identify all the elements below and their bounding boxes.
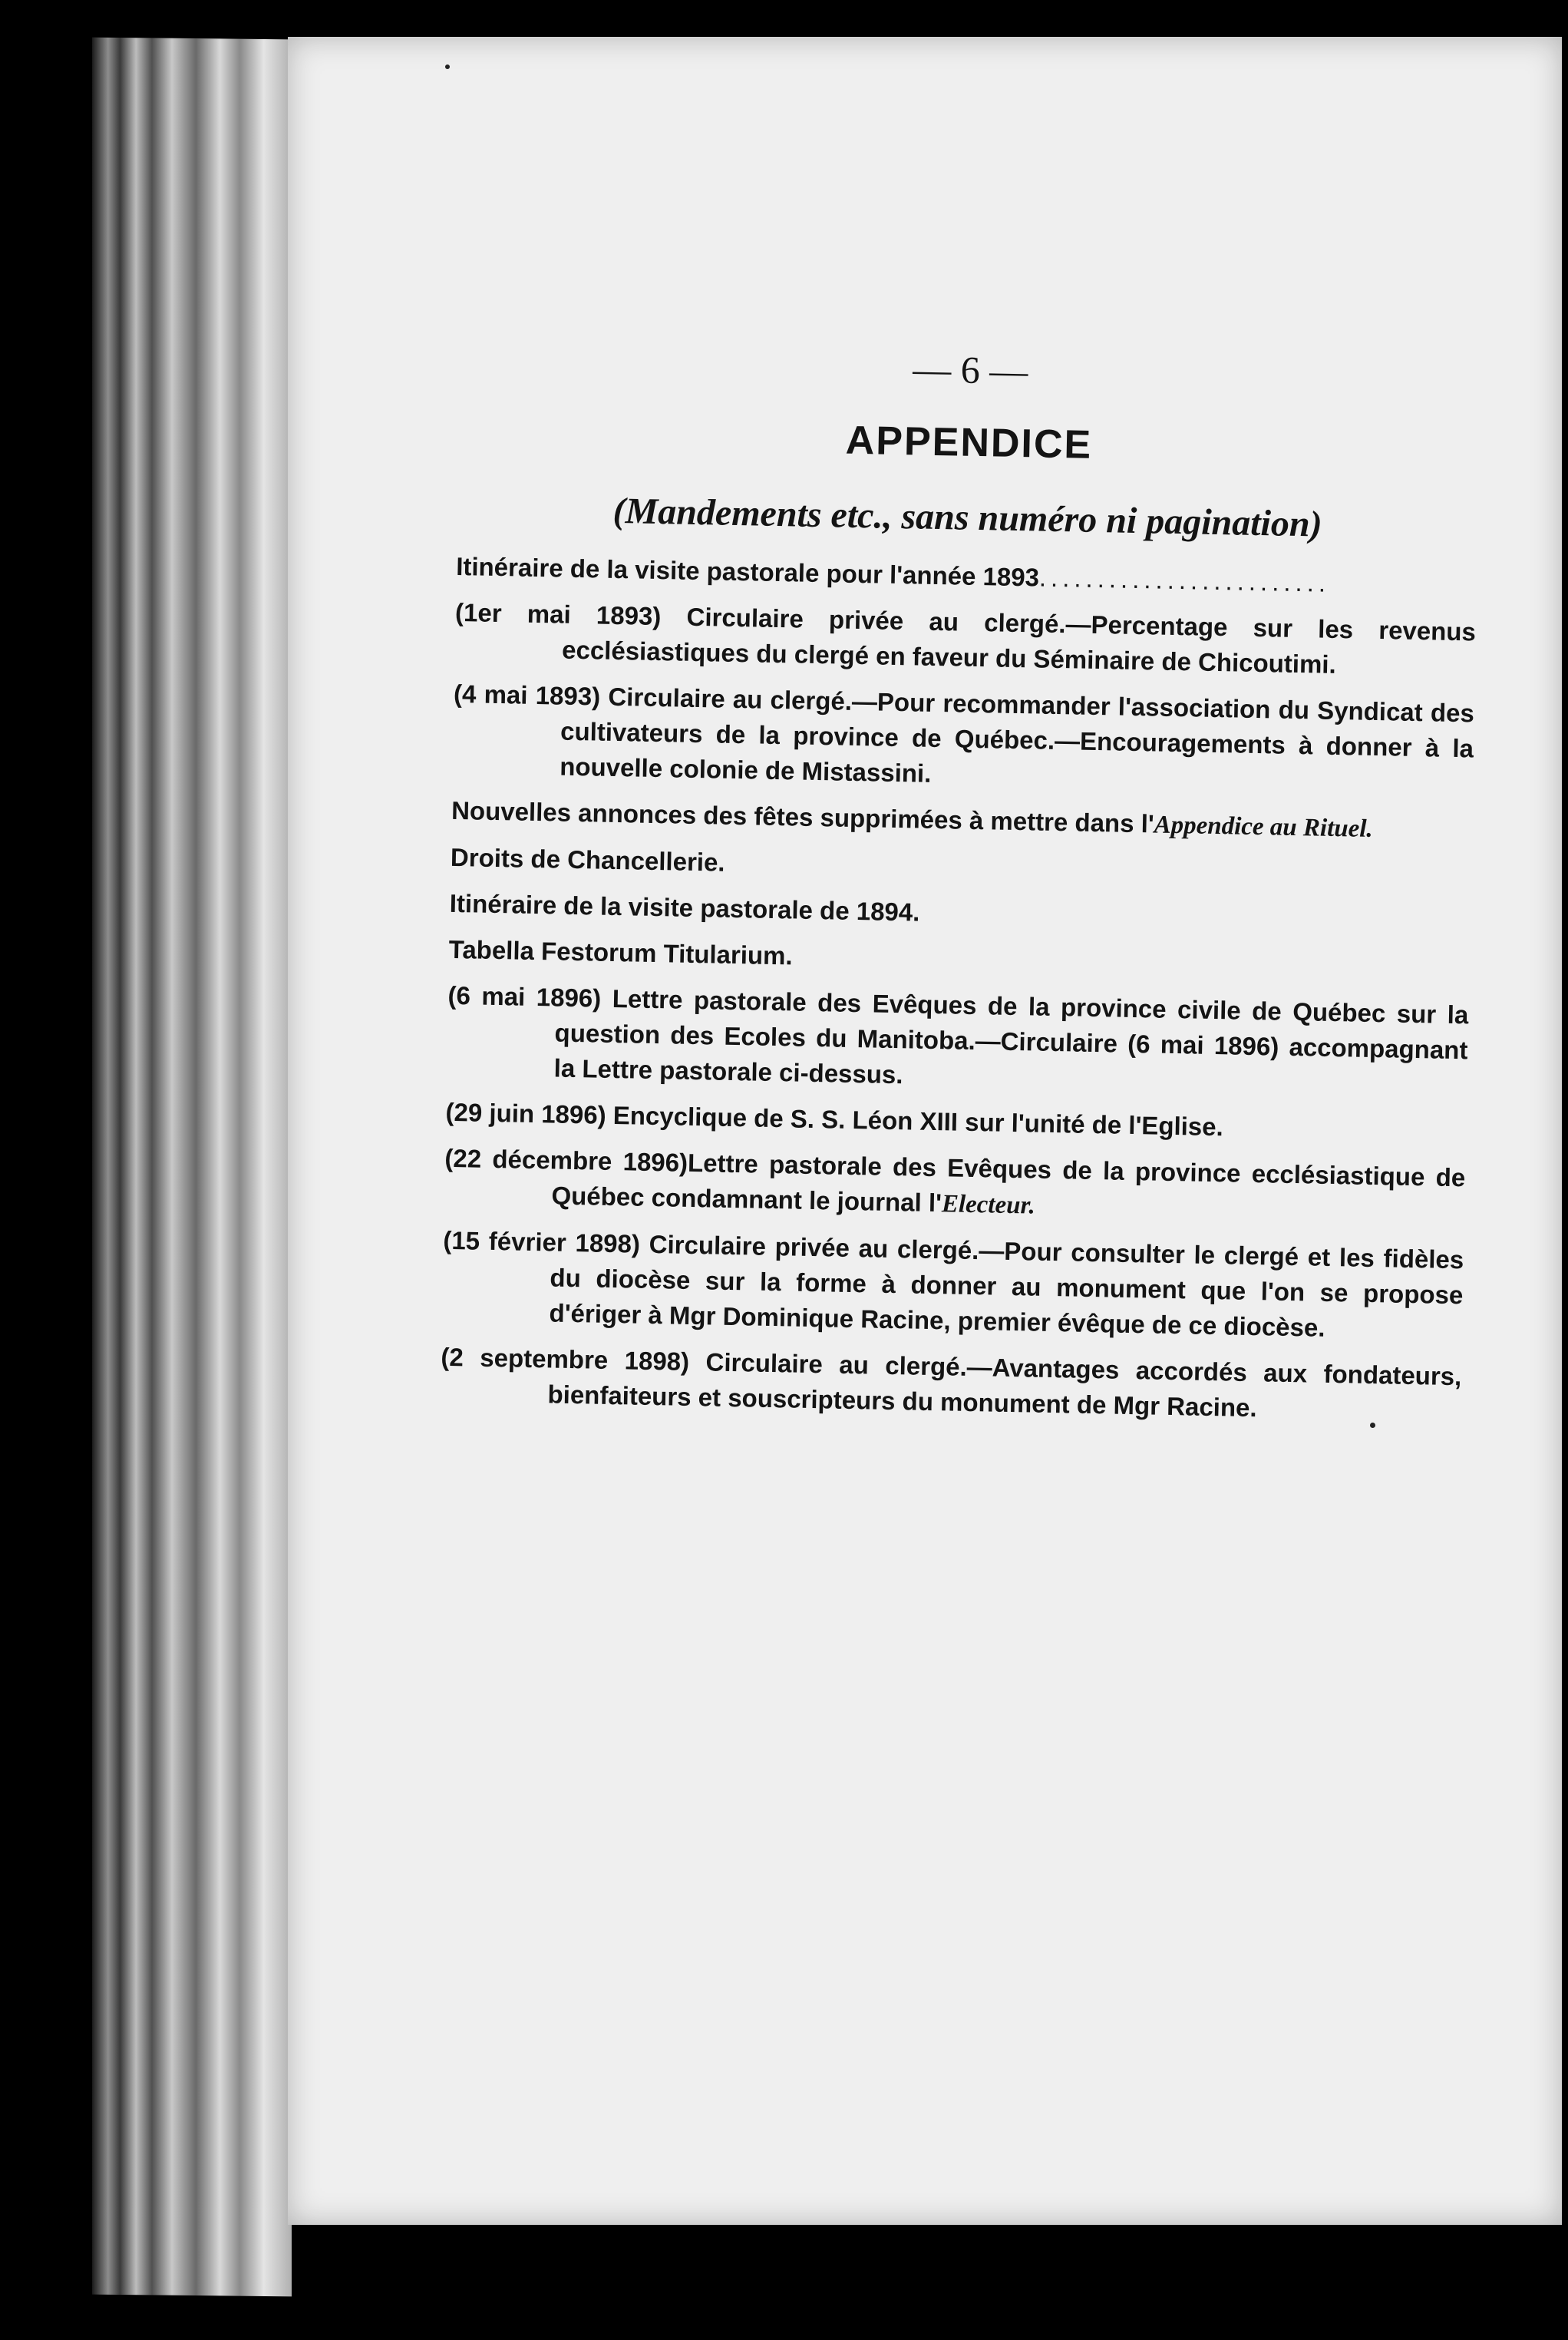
appendix-entry [445, 1095, 1467, 1150]
appendix-entry [440, 1340, 1462, 1430]
entry-text: (22 décembre 1896)Lettre pastorale des Evêques de la province ecclésiastique de Québec condamnant le journal l' [444, 1143, 1466, 1218]
entry-text: (1er mai 1893) Circulaire privée au clergé.—Percentage sur les revenus ecclésiastiques du clergé en faveur du Séminaire de Chicoutimi. [454, 597, 1477, 679]
entry-text: Tabella Festorum Titularium. [448, 934, 794, 970]
entry-italic: Appendice au Rituel. [1154, 811, 1374, 843]
appendix-entry [451, 840, 1472, 895]
dot-leader: ......................... [1038, 563, 1331, 597]
book-page-edges [92, 38, 292, 2297]
scan-speck [445, 64, 450, 69]
page-subtitle: (Mandements etc., sans numéro ni pagination) [612, 490, 1323, 545]
entry-text: Itinéraire de la visite pastorale pour l'année 1893 [455, 551, 1040, 592]
page-content [440, 338, 1481, 1440]
appendix-entry [448, 932, 1470, 987]
appendix-entry [452, 676, 1474, 802]
appendix-entry [446, 978, 1468, 1104]
entry-text: (6 mai 1896) Lettre pastorale des Evêques de la province civile de Québec sur la question des Ecoles du Manitoba.—Circulaire (6 mai 1896) accompagnant la Lettre pastorale ci-dessus. [447, 980, 1469, 1089]
entry-text: (29 juin 1896) Encyclique de S. S. Léon XIII sur l'unité de l'Eglise. [445, 1097, 1224, 1142]
entry-text: (15 février 1898) Circulaire privée au clergé.—Pour consulter le clergé et les fidèles du diocèse sur la forme à donner au monument que l'on se propose d'ériger à Mgr Dominique Racine, premier évêque de ce diocèse. [443, 1225, 1464, 1342]
appendix-entry [454, 595, 1477, 686]
page-title: APPENDICE [845, 418, 1093, 468]
page-number: — 6 — [912, 347, 1028, 393]
entry-text: Itinéraire de la visite pastorale de 1894. [449, 888, 920, 927]
entry-text: (2 septembre 1898) Circulaire au clergé.—Avantages accordés aux fondateurs, bienfaiteurs et souscripteurs du monument de Mgr Racine. [441, 1342, 1462, 1423]
entry-text: Droits de Chancellerie. [450, 842, 725, 877]
entry-text: (4 mai 1893) Circulaire au clergé.—Pour recommander l'association du Syndicat des cultivateurs de la province de Québec.—Encouragements à donner à la nouvelle colonie de Mistassini. [453, 679, 1475, 788]
entry-italic: Electeur. [941, 1190, 1036, 1220]
entry-text: Nouvelles annonces des fêtes supprimées à mettre dans l' [451, 795, 1155, 838]
appendix-entry [456, 549, 1477, 604]
appendix-list [440, 549, 1477, 1429]
appendix-entry [449, 886, 1471, 941]
appendix-entry [451, 793, 1473, 849]
appendix-entry [441, 1223, 1464, 1349]
appendix-entry [444, 1141, 1466, 1232]
